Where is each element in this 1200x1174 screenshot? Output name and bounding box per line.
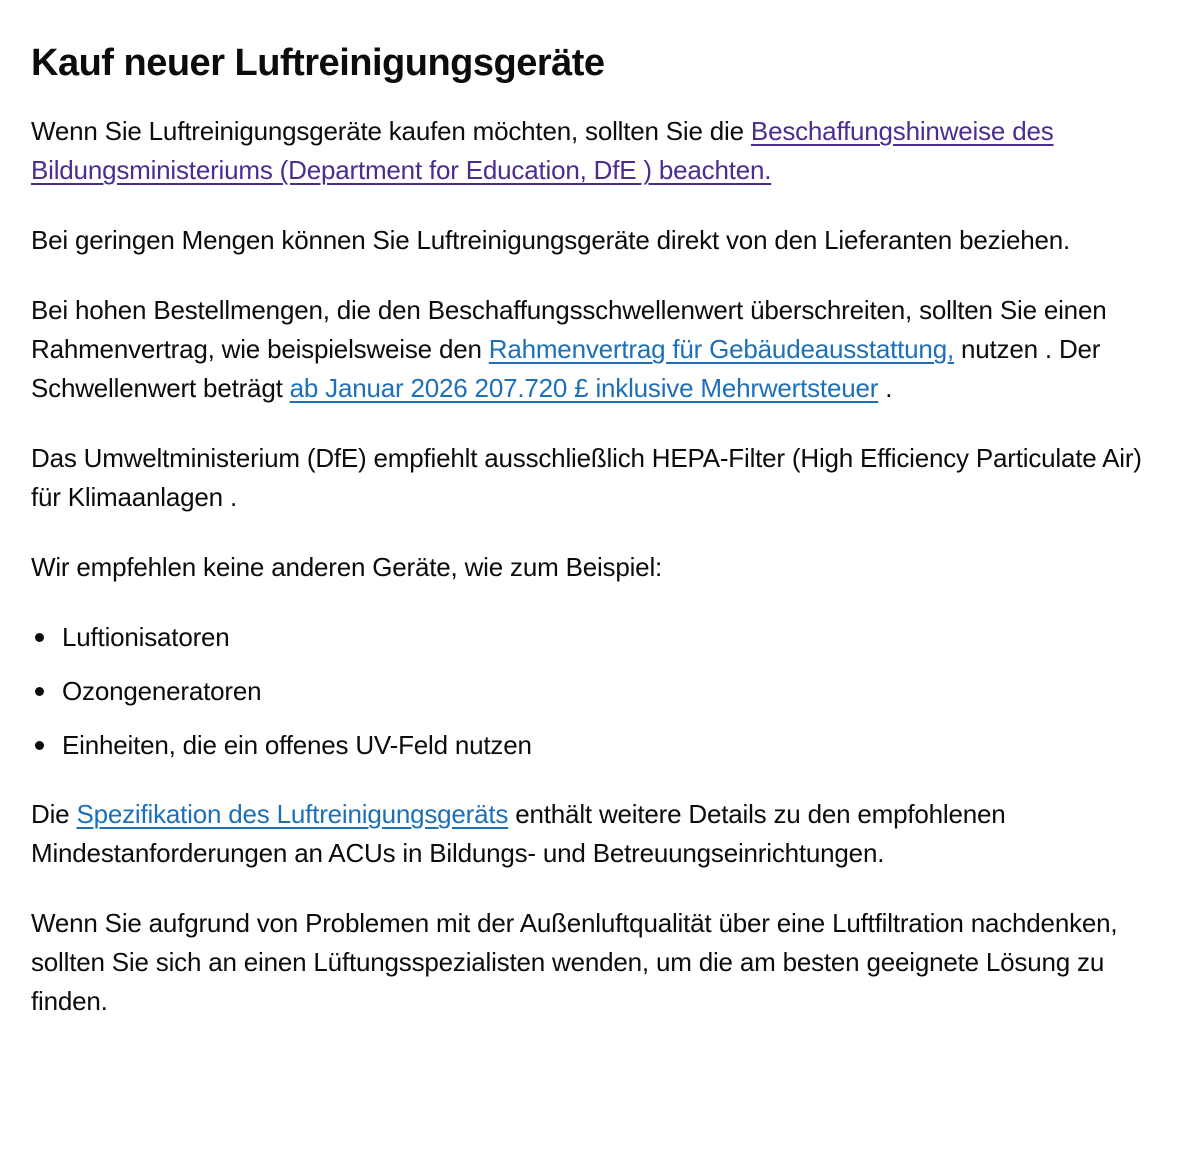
paragraph-large-quantities [31, 291, 1169, 408]
paragraph-text: enthält weitere Details zu den empfohlenen Mindestanforderungen an ACUs in Bildungs- und Betreuungseinrichtungen. [31, 799, 1006, 868]
list-item-label: Ozongeneratoren [62, 676, 262, 706]
list-item [31, 672, 1169, 711]
specification-link[interactable]: Spezifikation des Luftreinigungsgeräts [76, 799, 509, 829]
list-item [31, 618, 1169, 657]
page-title: Kauf neuer Luftreinigungsgeräte [31, 42, 605, 84]
paragraph-outdoor-air: Wenn Sie aufgrund von Problemen mit der Außenluftqualität über eine Luftfiltration nachdenken, sollten Sie sich an einen Lüftungsspezialisten wenden, um die am besten geeignete Lösung zu finden. [31, 908, 1118, 1016]
threshold-value-link[interactable]: ab Januar 2026 207.720 £ inklusive Mehrwertsteuer [289, 373, 879, 403]
list-item-label: Einheiten, die ein offenes UV-Feld nutzen [62, 730, 532, 760]
list-item-label: Luftionisatoren [62, 622, 230, 652]
paragraph-text: Die [31, 799, 77, 829]
paragraph-not-recommended: Wir empfehlen keine anderen Geräte, wie zum Beispiel: [31, 552, 663, 582]
bullet-icon [35, 687, 44, 696]
paragraph-procurement [31, 112, 1169, 190]
paragraph-hepa: Das Umweltministerium (DfE) empfiehlt ausschließlich HEPA-Filter (High Efficiency Particulate Air) für Klimaanlagen . [31, 443, 1142, 512]
paragraph-text: Wenn Sie Luftreinigungsgeräte kaufen möchten, sollten Sie die [31, 116, 751, 146]
framework-agreement-link[interactable]: Rahmenvertrag für Gebäudeausstattung, [488, 334, 954, 364]
list-item [31, 726, 1169, 765]
paragraph-text: nutzen . Der Schwellenwert beträgt [31, 334, 1101, 403]
paragraph-text: Bei hohen Bestellmengen, die den Beschaffungsschwellenwert überschreiten, sollten Sie einen Rahmenvertrag, wie beispielsweise den [31, 295, 1107, 364]
bullet-icon [35, 633, 44, 642]
not-recommended-list [31, 618, 1169, 765]
paragraph-specification [31, 795, 1169, 873]
paragraph-text: . [878, 373, 893, 403]
dfe-procurement-guidance-link[interactable]: Beschaffungshinweise des Bildungsministeriums (Department for Education, DfE ) beachten. [31, 116, 1054, 185]
bullet-icon [35, 741, 44, 750]
paragraph-small-quantities: Bei geringen Mengen können Sie Luftreinigungsgeräte direkt von den Lieferanten beziehen. [31, 225, 1071, 255]
